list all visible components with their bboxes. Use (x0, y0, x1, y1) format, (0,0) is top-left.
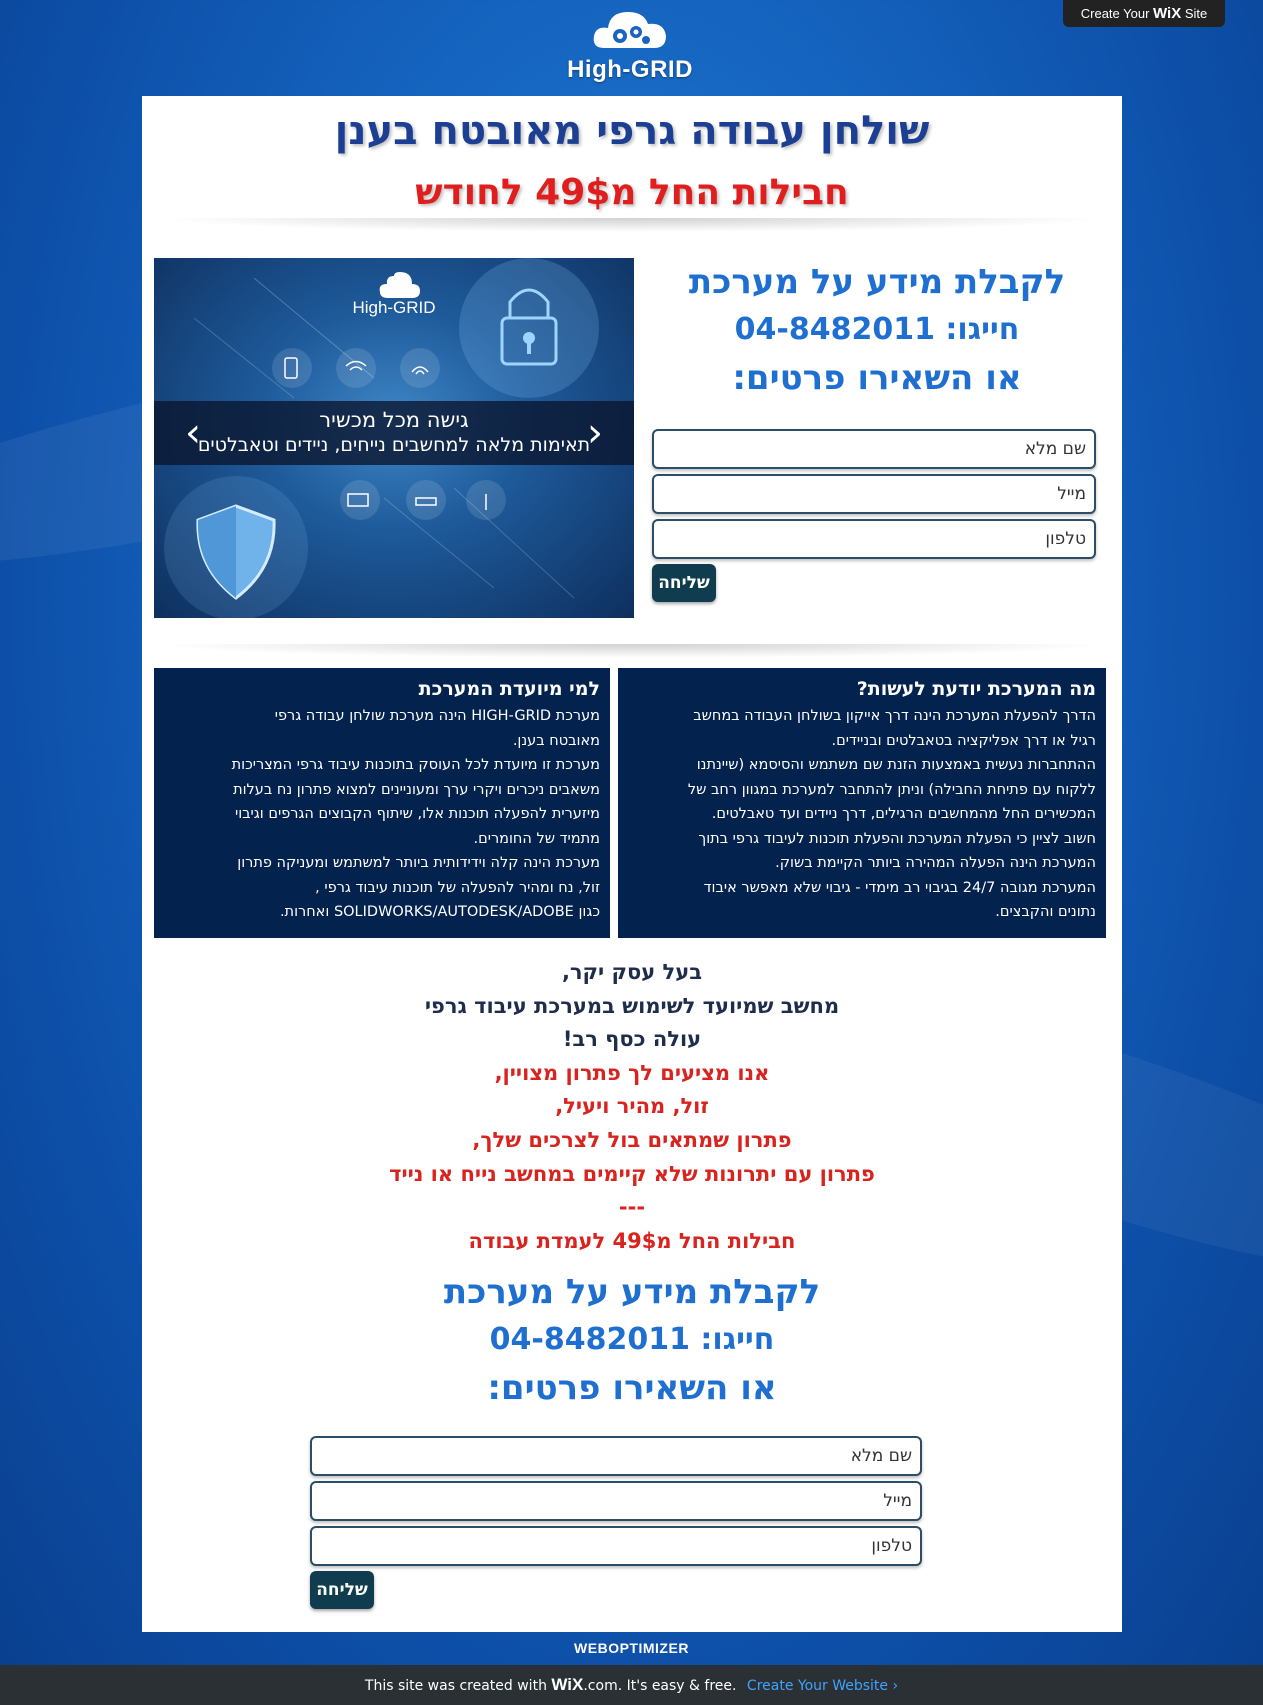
email-field[interactable]: מייל (652, 474, 1096, 514)
wix-footer-bar (0, 1665, 1263, 1705)
footer-brand[interactable]: WEBOPTIMIZER (574, 1640, 689, 1656)
email-field[interactable]: מייל (310, 1481, 922, 1521)
features-box (618, 668, 1106, 938)
pitch-line: מחשב שמיועד לשימוש במערכת עיבוד גרפי (424, 993, 840, 1018)
features-box-line: ההתחברות נעשית באמצעות הזנת שם משתמש והסיסמא (שיינתנו (696, 757, 1096, 773)
divider-shadow (152, 644, 1112, 658)
submit-button[interactable]: שליחה (310, 1571, 374, 1609)
phone-field[interactable]: טלפון (310, 1526, 922, 1566)
phone-field[interactable]: טלפון (652, 519, 1096, 559)
features-box-line: נתונים והקבצים. (995, 904, 1096, 920)
audience-box (154, 668, 610, 938)
divider-shadow (152, 218, 1112, 232)
contact-info-line: לקבלת מידע על מערכת (443, 1272, 821, 1312)
wix-footer-prefix: This site was created with (364, 1678, 552, 1694)
wix-footer-brand: WiX (551, 1675, 584, 1694)
features-box-line: המערכת הינה הפעלה המהירה ביותר הקיימת בשוק. (775, 855, 1096, 871)
site-logo[interactable] (560, 4, 700, 86)
pitch-line: אנו מציעים לך פתרון מצויין, (494, 1060, 770, 1085)
image-slider[interactable] (154, 258, 634, 618)
contact-phone[interactable]: חייגו: 04-8482011 (734, 312, 1020, 347)
features-box-line: המערכת מגובה 24/7 בגיבוי רב מימדי - גיבוי שלא מאפשר איבוד (703, 879, 1096, 896)
audience-box-line: מערכת הינה קלה וידידותית ביותר למשתמש ומעניקה פתרון (237, 855, 600, 871)
audience-box-line: מערכת זו מיועדת לכל העוסק בתוכנות עיבוד גרפי המצריכות (231, 757, 600, 773)
features-box-line: חשוב לציין כי הפעלת המערכת והפעלת תוכנות לעיבוד גרפי בתוך (698, 830, 1096, 847)
audience-box-line: זול, נח ומהיר להפעלה של תוכנות עיבוד גרפי , (315, 879, 600, 896)
audience-box-title: למי מיועדת המערכת (418, 678, 600, 700)
contact-info-bottom (142, 1268, 1122, 1412)
audience-box-line: מתמיד של החומרים. (473, 830, 600, 847)
create-website-link[interactable]: Create Your Website › (746, 1678, 899, 1694)
slider-caption-title: גישה מכל מכשיר (319, 408, 469, 432)
full-name-field[interactable]: שם מלא (310, 1436, 922, 1476)
full-name-field[interactable]: שם מלא (652, 429, 1096, 469)
contact-info-line: לקבלת מידע על מערכת (688, 262, 1066, 302)
features-box-line: רגיל או דרך אפליקציה בטאבלטים ובניידים. (831, 732, 1096, 749)
contact-info-line: או השאירו פרטים: (732, 358, 1022, 398)
audience-box-line: מערכת HIGH-GRID הינה מערכת שולחן עבודה גרפי (274, 708, 600, 724)
submit-button[interactable]: שליחה (652, 564, 716, 602)
pitch-line: זול, מהיר ויעיל, (555, 1094, 709, 1119)
audience-box-line: משאבים ניכרים ויקרי ערך ומעוניינים למצוא פתרון נח בעלות (233, 781, 600, 798)
features-box-line: המכשירים החל מהמחשבים הרגילים, דרך ניידים ועד טאבלטים. (711, 806, 1096, 822)
cloud-gear-icon (590, 4, 670, 54)
slider-next-arrow-icon[interactable]: › (587, 410, 603, 456)
wix-badge-prefix: Create Your (1080, 6, 1154, 21)
pitch-line: חבילות החל מ49$ לעמדת עבודה (468, 1228, 796, 1253)
slider-logo-text: High-GRID (352, 298, 436, 317)
hero-title: שולחן עבודה גרפי מאובטח בענן (334, 108, 930, 154)
wix-badge-brand: WiX (1153, 5, 1182, 22)
pitch-line: פתרון עם יתרונות שלא קיימים במחשב נייח או נייד (389, 1161, 875, 1186)
wix-footer-suffix: .com. It's easy & free. (583, 1678, 737, 1694)
pitch-line: בעל עסק יקר, (561, 960, 703, 984)
audience-box-line: מיזערית להפעלה תוכנות אלו, שיתוף הקבוצים הגרפים וגיבוי (234, 806, 600, 822)
sales-pitch (142, 956, 1122, 1258)
audience-box-line: מאובטח בענן. (512, 732, 600, 749)
contact-info-top (652, 258, 1102, 402)
slider-prev-arrow-icon[interactable]: ‹ (185, 410, 201, 456)
features-box-title: מה המערכת יודעת לעשות? (856, 678, 1096, 700)
create-wix-site-badge[interactable] (1063, 0, 1225, 27)
pitch-line: --- (618, 1195, 646, 1220)
main-panel (142, 96, 1122, 1632)
contact-phone[interactable]: חייגו: 04-8482011 (489, 1322, 775, 1357)
hero-subtitle: חבילות החל מ49$ לחודש (415, 172, 849, 213)
features-box-line: ללקוח עם פתיחת החבילה) וניתן להתחבר למערכת במגוון רחב של (687, 781, 1096, 798)
audience-box-line: כגון SOLIDWORKS/AUTODESK/ADOBE ואחרות. (279, 904, 600, 920)
pitch-line: עולה כסף רב! (562, 1027, 702, 1052)
slider-caption-text: תאימות מלאה למחשבים נייחים, ניידים וטאבלטים (197, 434, 591, 456)
logo-text: High-GRID (567, 56, 693, 83)
features-box-line: הדרך להפעלת המערכת הינה דרך אייקון בשולחן העבודה במחשב (693, 708, 1096, 724)
pitch-line: פתרון שמתאים בול לצרכים שלך, (472, 1127, 792, 1152)
wix-badge-suffix: Site (1181, 6, 1208, 21)
contact-info-line: או השאירו פרטים: (487, 1368, 777, 1408)
